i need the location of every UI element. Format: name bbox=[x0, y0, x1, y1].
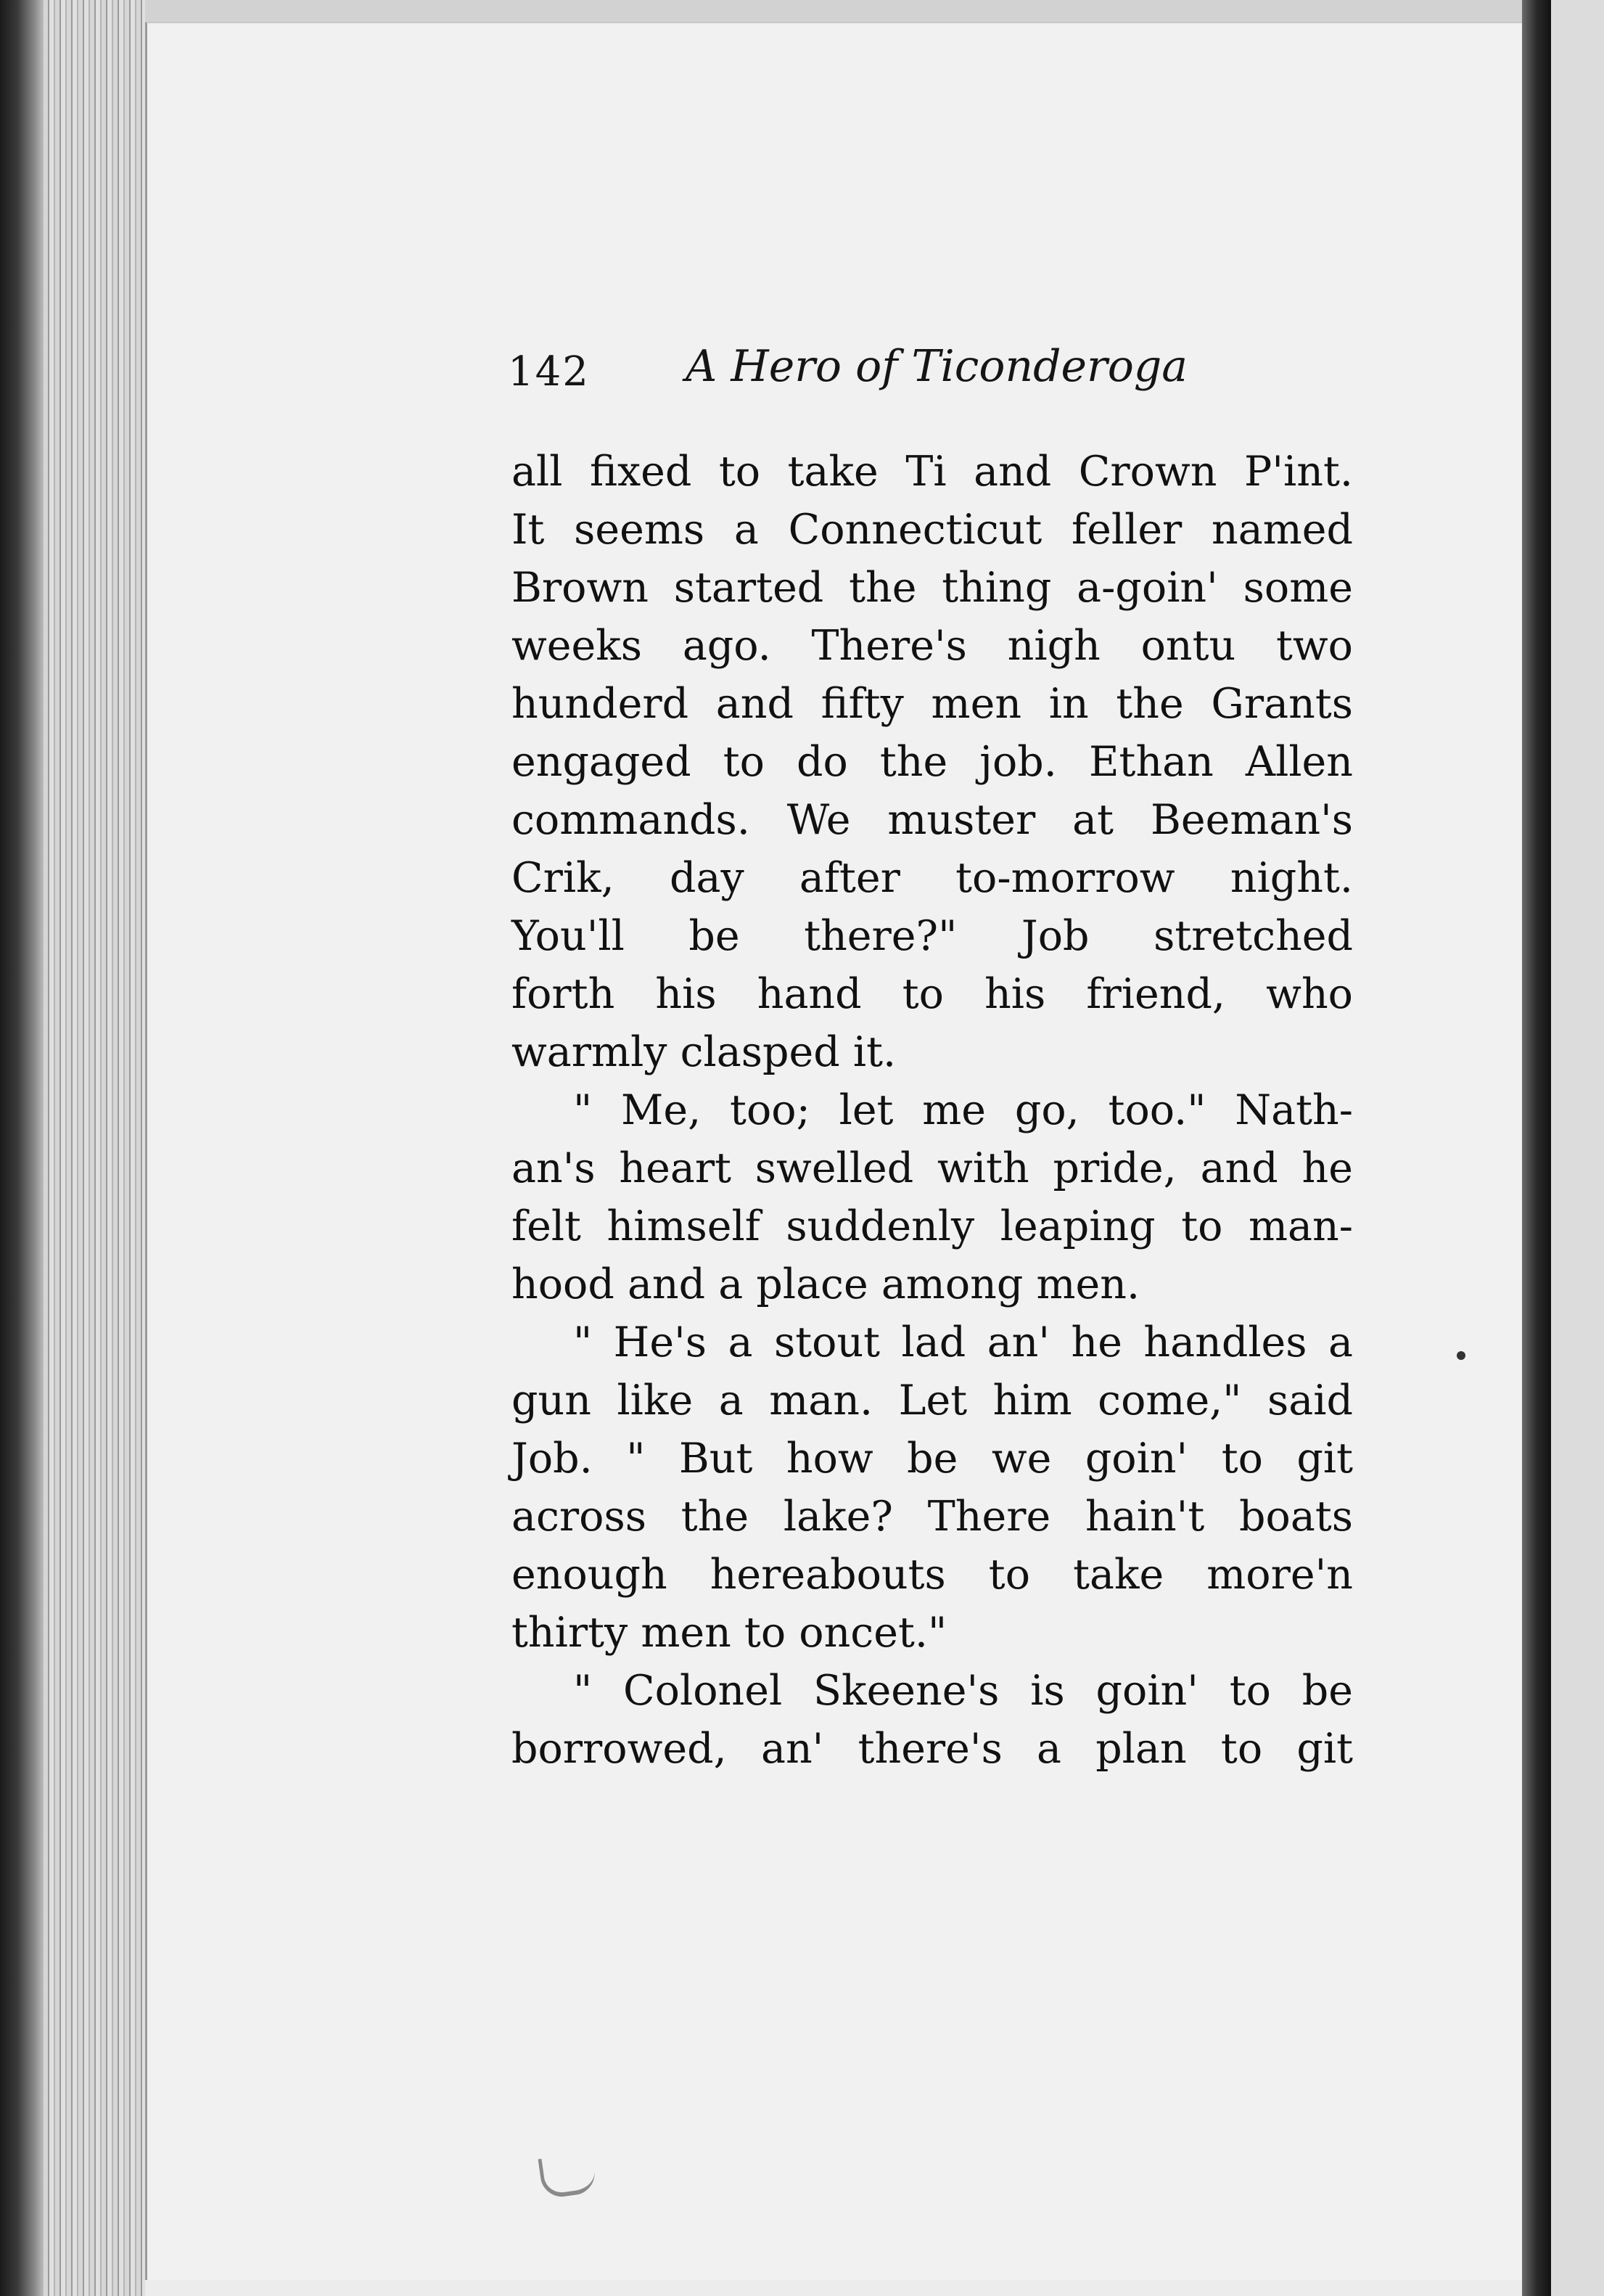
text-line: borrowed, an' there's a plan to git bbox=[511, 1725, 1353, 1773]
text-line: all fixed to take Ti and Crown P'int. bbox=[511, 448, 1353, 496]
text-line: engaged to do the job. Ethan Allen bbox=[511, 738, 1353, 786]
text-line: " Colonel Skeene's is goin' to be bbox=[573, 1667, 1353, 1715]
text-line: weeks ago. There's nigh ontu two bbox=[511, 622, 1353, 670]
text-line: Job. " But how be we goin' to git bbox=[511, 1435, 1353, 1483]
text-line: warmly clasped it. bbox=[511, 1028, 897, 1076]
text-line: forth his hand to his friend, who bbox=[511, 970, 1353, 1018]
running-head bbox=[508, 341, 1378, 406]
text-line: thirty men to oncet." bbox=[511, 1609, 947, 1657]
text-line: an's heart swelled with pride, and he bbox=[511, 1144, 1353, 1192]
book-title: A Hero of Ticonderoga bbox=[686, 341, 1188, 392]
text-line: You'll be there?" Job stretched bbox=[511, 912, 1353, 960]
page-edges bbox=[44, 0, 145, 2296]
text-line: felt himself suddenly leaping to man- bbox=[511, 1202, 1353, 1250]
text-line: " Me, too; let me go, too." Nath- bbox=[573, 1086, 1353, 1134]
top-shadow bbox=[145, 0, 1522, 22]
text-line: " He's a stout lad an' he handles a bbox=[573, 1319, 1353, 1366]
page-number: 142 bbox=[508, 348, 590, 395]
text-line: Crik, day after to-morrow night. bbox=[511, 854, 1353, 902]
right-margin bbox=[1551, 0, 1604, 2296]
text-line: It seems a Connecticut feller named bbox=[511, 506, 1353, 554]
text-line: commands. We muster at Beeman's bbox=[511, 796, 1353, 844]
text-line: hood and a place among men. bbox=[511, 1260, 1140, 1308]
body-text bbox=[511, 443, 1353, 1778]
right-gutter-edge bbox=[1522, 0, 1551, 2296]
book-binding-edge bbox=[0, 0, 44, 2296]
text-line: across the lake? There hain't boats bbox=[511, 1493, 1353, 1541]
text-line: gun like a man. Let him come," said bbox=[511, 1377, 1353, 1424]
text-line: hunderd and fifty men in the Grants bbox=[511, 680, 1353, 728]
text-line: enough hereabouts to take more'n bbox=[511, 1551, 1353, 1599]
ink-speck bbox=[1457, 1351, 1465, 1360]
text-line: Brown started the thing a-goin' some bbox=[511, 564, 1353, 612]
